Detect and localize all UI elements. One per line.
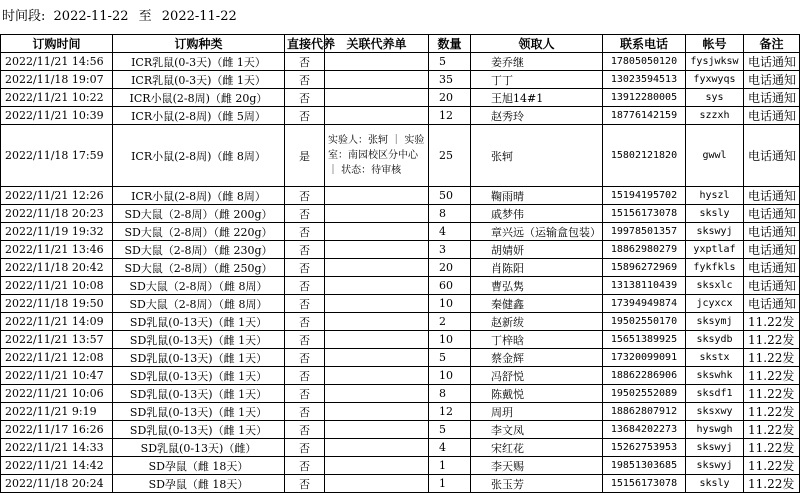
order-time-cell: 2022/11/21 9:19: [1, 403, 113, 421]
note-cell: 电话通知: [744, 241, 800, 259]
receiver-name: 李文凤: [491, 423, 524, 437]
direct-rearing-cell: 否: [285, 403, 325, 421]
order-type-cell: SD乳鼠(0-13天)（雌 1天）: [113, 349, 285, 367]
phone-cell: 18862286906: [603, 367, 686, 385]
receiver-cell: [471, 385, 603, 403]
order-type-cell: SD乳鼠(0-13天)（雌 1天）: [113, 421, 285, 439]
account-cell: hyswgh: [686, 421, 744, 439]
table-row: [1, 259, 800, 277]
order-type-cell: SD乳鼠(0-13天)（雌 1天）: [113, 313, 285, 331]
table-row: [1, 313, 800, 331]
order-time-cell: 2022/11/21 10:06: [1, 385, 113, 403]
table-row: [1, 385, 800, 403]
account-cell: yxptlaf: [686, 241, 744, 259]
table-row: [1, 125, 800, 187]
order-time-cell: 2022/11/21 13:57: [1, 331, 113, 349]
order-type-cell: ICR小鼠(2-8周)（雌 8周）: [113, 187, 285, 205]
order-time-cell: 2022/11/17 16:26: [1, 421, 113, 439]
header-quantity: 数量: [429, 35, 471, 53]
order-type-cell: ICR小鼠(2-8周)（雌 5周）: [113, 107, 285, 125]
table-row: [1, 439, 800, 457]
receiver-cell: [471, 439, 603, 457]
phone-cell: 19978501357: [603, 223, 686, 241]
related-order-cell: [325, 457, 429, 475]
related-order-cell: [325, 53, 429, 71]
quantity-cell: 10: [429, 367, 471, 385]
time-range-label: 时间段:: [2, 9, 46, 24]
quantity-cell: 1: [429, 475, 471, 493]
table-row: [1, 421, 800, 439]
order-time-cell: 2022/11/21 10:39: [1, 107, 113, 125]
related-order-cell: [325, 367, 429, 385]
note-cell: 11.22发: [744, 421, 800, 439]
header-phone: 联系电话: [603, 35, 686, 53]
quantity-cell: 1: [429, 457, 471, 475]
receiver-cell: [471, 205, 603, 223]
time-range-separator: 至: [138, 9, 152, 24]
order-time-cell: 2022/11/21 14:42: [1, 457, 113, 475]
order-type-cell: SD大鼠（2-8周）（雌 250g）: [113, 259, 285, 277]
note-cell: 11.22发: [744, 349, 800, 367]
note-cell: 11.22发: [744, 457, 800, 475]
phone-cell: 13138110439: [603, 277, 686, 295]
phone-cell: 19502550170: [603, 313, 686, 331]
direct-rearing-cell: 否: [285, 421, 325, 439]
phone-cell: 15156173078: [603, 205, 686, 223]
quantity-cell: 50: [429, 187, 471, 205]
note-cell: 电话通知: [744, 89, 800, 107]
related-order-cell: [325, 89, 429, 107]
receiver-name: 丁丁: [491, 73, 513, 87]
direct-rearing-cell: 是: [285, 125, 325, 187]
quantity-cell: 12: [429, 403, 471, 421]
quantity-cell: 20: [429, 89, 471, 107]
direct-rearing-cell: 否: [285, 205, 325, 223]
order-type-cell: SD孕鼠（雌 18天）: [113, 457, 285, 475]
header-receiver: 领取人: [471, 35, 603, 53]
direct-rearing-cell: 否: [285, 89, 325, 107]
table-row: [1, 277, 800, 295]
direct-rearing-cell: 否: [285, 313, 325, 331]
table-row: [1, 475, 800, 493]
receiver-name: 冯舒悦: [491, 369, 524, 383]
related-order-cell: [325, 313, 429, 331]
quantity-cell: 4: [429, 439, 471, 457]
account-cell: sksly: [686, 205, 744, 223]
receiver-name: 章兴远（运输盒包装）: [491, 225, 601, 239]
receiver-cell: [471, 403, 603, 421]
order-time-cell: 2022/11/21 13:46: [1, 241, 113, 259]
header-direct-rearing: 直接代养: [285, 35, 325, 53]
order-time-cell: 2022/11/21 10:47: [1, 367, 113, 385]
receiver-name: 秦健鑫: [491, 297, 524, 311]
related-order-cell: [325, 277, 429, 295]
order-time-cell: 2022/11/18 20:42: [1, 259, 113, 277]
related-order-cell: [325, 439, 429, 457]
account-cell: gwwl: [686, 125, 744, 187]
receiver-name: 陈戴悦: [491, 387, 524, 401]
order-type-cell: SD大鼠（2-8周）（雌 230g）: [113, 241, 285, 259]
table-row: [1, 241, 800, 259]
receiver-name: 宋红花: [491, 441, 524, 455]
receiver-cell: [471, 107, 603, 125]
phone-cell: 13023594513: [603, 71, 686, 89]
quantity-cell: 3: [429, 241, 471, 259]
direct-rearing-cell: 否: [285, 367, 325, 385]
order-type-cell: ICR乳鼠(0-3天)（雌 1天）: [113, 71, 285, 89]
account-cell: sys: [686, 89, 744, 107]
note-cell: 11.22发: [744, 331, 800, 349]
order-type-cell: SD乳鼠(0-13天)（雌 1天）: [113, 367, 285, 385]
receiver-cell: [471, 241, 603, 259]
direct-rearing-cell: 否: [285, 457, 325, 475]
order-time-cell: 2022/11/21 14:56: [1, 53, 113, 71]
phone-cell: 19502552089: [603, 385, 686, 403]
direct-rearing-cell: 否: [285, 295, 325, 313]
related-order-cell: [325, 187, 429, 205]
note-cell: 电话通知: [744, 295, 800, 313]
direct-rearing-cell: 否: [285, 241, 325, 259]
phone-cell: 19851303685: [603, 457, 686, 475]
receiver-cell: [471, 125, 603, 187]
table-row: [1, 403, 800, 421]
order-time-cell: 2022/11/18 20:24: [1, 475, 113, 493]
related-order-cell: [325, 349, 429, 367]
time-range-end: 2022-11-22: [161, 9, 237, 24]
phone-cell: 18776142159: [603, 107, 686, 125]
account-cell: skswyj: [686, 439, 744, 457]
related-order-cell: [325, 259, 429, 277]
table-row: [1, 457, 800, 475]
receiver-name: 李天赐: [491, 459, 524, 473]
direct-rearing-cell: 否: [285, 259, 325, 277]
table-row: [1, 349, 800, 367]
note-cell: 电话通知: [744, 125, 800, 187]
direct-rearing-cell: 否: [285, 187, 325, 205]
order-type-cell: SD乳鼠(0-13天)（雌 1天）: [113, 331, 285, 349]
quantity-cell: 25: [429, 125, 471, 187]
related-order-cell: 实验人：张轲 ｜ 实验室：南园校区分中心 ｜ 状态：待审核: [325, 125, 429, 187]
account-cell: jcyxcx: [686, 295, 744, 313]
receiver-cell: [471, 53, 603, 71]
quantity-cell: 5: [429, 421, 471, 439]
quantity-cell: 2: [429, 313, 471, 331]
table-row: [1, 295, 800, 313]
order-table: [0, 34, 800, 493]
quantity-cell: 8: [429, 385, 471, 403]
table-row: [1, 187, 800, 205]
order-type-cell: SD孕鼠（雌 18天）: [113, 475, 285, 493]
receiver-cell: [471, 349, 603, 367]
table-header-row: [1, 35, 800, 53]
order-type-cell: SD乳鼠(0-13天)（雌 1天）: [113, 385, 285, 403]
time-range-bar: [0, 0, 799, 34]
account-cell: fysjwksw: [686, 53, 744, 71]
direct-rearing-cell: 否: [285, 331, 325, 349]
order-type-cell: ICR小鼠(2-8周)（雌 20g）: [113, 89, 285, 107]
receiver-name: 肖陈阳: [491, 261, 524, 275]
phone-cell: 17805050120: [603, 53, 686, 71]
quantity-cell: 5: [429, 53, 471, 71]
account-cell: sksdf1: [686, 385, 744, 403]
direct-rearing-cell: 否: [285, 439, 325, 457]
table-row: [1, 331, 800, 349]
order-time-cell: 2022/11/21 12:26: [1, 187, 113, 205]
receiver-name: 鞠雨晴: [491, 189, 524, 203]
direct-rearing-cell: 否: [285, 475, 325, 493]
account-cell: skstx: [686, 349, 744, 367]
phone-cell: 15262753953: [603, 439, 686, 457]
phone-cell: 13684202273: [603, 421, 686, 439]
phone-cell: 15651389925: [603, 331, 686, 349]
quantity-cell: 10: [429, 295, 471, 313]
receiver-name: 曹弘隽: [491, 279, 524, 293]
phone-cell: 18862980279: [603, 241, 686, 259]
time-range-start: 2022-11-22: [53, 9, 129, 24]
header-related-order: 关联代养单: [325, 35, 429, 53]
related-order-cell: [325, 223, 429, 241]
phone-cell: 17394949874: [603, 295, 686, 313]
related-order-cell: [325, 385, 429, 403]
account-cell: sksymj: [686, 313, 744, 331]
quantity-cell: 5: [429, 349, 471, 367]
account-cell: sksydb: [686, 331, 744, 349]
receiver-cell: [471, 89, 603, 107]
direct-rearing-cell: 否: [285, 107, 325, 125]
account-cell: sksxwy: [686, 403, 744, 421]
related-order-cell: [325, 295, 429, 313]
receiver-cell: [471, 71, 603, 89]
note-cell: 电话通知: [744, 205, 800, 223]
order-time-cell: 2022/11/21 12:08: [1, 349, 113, 367]
related-order-cell: [325, 205, 429, 223]
order-type-cell: SD乳鼠(0-13天)（雌）: [113, 439, 285, 457]
account-cell: skswyj: [686, 223, 744, 241]
table-row: [1, 107, 800, 125]
direct-rearing-cell: 否: [285, 277, 325, 295]
note-cell: 11.22发: [744, 313, 800, 331]
account-cell: skswyj: [686, 457, 744, 475]
related-order-cell: [325, 421, 429, 439]
note-cell: 11.22发: [744, 439, 800, 457]
receiver-cell: [471, 259, 603, 277]
note-cell: 电话通知: [744, 71, 800, 89]
account-cell: szzxh: [686, 107, 744, 125]
header-note: 备注: [744, 35, 800, 53]
receiver-name: 王旭14#1: [491, 91, 544, 105]
direct-rearing-cell: 否: [285, 223, 325, 241]
note-cell: 11.22发: [744, 385, 800, 403]
phone-cell: 18862807912: [603, 403, 686, 421]
direct-rearing-cell: 否: [285, 385, 325, 403]
note-cell: 电话通知: [744, 259, 800, 277]
table-row: [1, 53, 800, 71]
receiver-name: 蔡金辉: [491, 351, 524, 365]
header-order-type: 订购种类: [113, 35, 285, 53]
receiver-cell: [471, 421, 603, 439]
direct-rearing-cell: 否: [285, 71, 325, 89]
account-cell: hyszl: [686, 187, 744, 205]
receiver-name: 张玉芳: [491, 477, 524, 491]
order-type-cell: ICR乳鼠(0-3天)（雌 1天）: [113, 53, 285, 71]
receiver-cell: [471, 331, 603, 349]
receiver-name: 周玥: [491, 405, 513, 419]
order-time-cell: 2022/11/21 14:09: [1, 313, 113, 331]
receiver-cell: [471, 277, 603, 295]
order-type-cell: SD大鼠（2-8周）（雌 200g）: [113, 205, 285, 223]
account-cell: sksly: [686, 475, 744, 493]
receiver-cell: [471, 475, 603, 493]
note-cell: 11.22发: [744, 475, 800, 493]
receiver-cell: [471, 457, 603, 475]
receiver-name: 戚梦伟: [491, 207, 524, 221]
receiver-name: 胡婧妍: [491, 243, 524, 257]
table-row: [1, 223, 800, 241]
related-order-cell: [325, 403, 429, 421]
order-type-cell: ICR小鼠(2-8周)（雌 8周）: [113, 125, 285, 187]
receiver-name: 姜乔继: [491, 55, 524, 69]
account-cell: skswhk: [686, 367, 744, 385]
quantity-cell: 12: [429, 107, 471, 125]
quantity-cell: 35: [429, 71, 471, 89]
quantity-cell: 60: [429, 277, 471, 295]
phone-cell: 13912280005: [603, 89, 686, 107]
note-cell: 电话通知: [744, 187, 800, 205]
table-row: [1, 71, 800, 89]
related-order-cell: [325, 331, 429, 349]
order-type-cell: SD乳鼠(0-13天)（雌 1天）: [113, 403, 285, 421]
header-account: 帐号: [686, 35, 744, 53]
related-order-cell: [325, 107, 429, 125]
related-order-cell: [325, 71, 429, 89]
related-order-cell: [325, 241, 429, 259]
order-time-cell: 2022/11/21 10:22: [1, 89, 113, 107]
note-cell: 电话通知: [744, 53, 800, 71]
phone-cell: 17320099091: [603, 349, 686, 367]
table-row: [1, 205, 800, 223]
direct-rearing-cell: 否: [285, 349, 325, 367]
order-time-cell: 2022/11/18 19:07: [1, 71, 113, 89]
direct-rearing-cell: 否: [285, 53, 325, 71]
receiver-cell: [471, 295, 603, 313]
order-time-cell: 2022/11/21 10:08: [1, 277, 113, 295]
phone-cell: 15802121820: [603, 125, 686, 187]
related-order-cell: [325, 475, 429, 493]
account-cell: fyxwyqs: [686, 71, 744, 89]
order-time-cell: 2022/11/18 20:23: [1, 205, 113, 223]
order-type-cell: SD大鼠（2-8周）（雌 8周）: [113, 277, 285, 295]
note-cell: 11.22发: [744, 367, 800, 385]
receiver-name: 张轲: [491, 149, 513, 163]
order-time-cell: 2022/11/18 17:59: [1, 125, 113, 187]
receiver-name: 赵新绂: [491, 315, 524, 329]
receiver-cell: [471, 367, 603, 385]
header-order-time: 订购时间: [1, 35, 113, 53]
phone-cell: 15194195702: [603, 187, 686, 205]
account-cell: fykfkls: [686, 259, 744, 277]
quantity-cell: 20: [429, 259, 471, 277]
table-row: [1, 89, 800, 107]
quantity-cell: 10: [429, 331, 471, 349]
order-time-cell: 2022/11/19 19:32: [1, 223, 113, 241]
receiver-name: 丁梓晗: [491, 333, 524, 347]
quantity-cell: 8: [429, 205, 471, 223]
quantity-cell: 4: [429, 223, 471, 241]
account-cell: sksxlc: [686, 277, 744, 295]
table-row: [1, 367, 800, 385]
receiver-cell: [471, 313, 603, 331]
note-cell: 11.22发: [744, 403, 800, 421]
receiver-cell: [471, 187, 603, 205]
order-type-cell: SD大鼠（2-8周）（雌 8周）: [113, 295, 285, 313]
order-time-cell: 2022/11/21 14:33: [1, 439, 113, 457]
phone-cell: 15896272969: [603, 259, 686, 277]
receiver-name: 赵秀玲: [491, 109, 524, 123]
note-cell: 电话通知: [744, 107, 800, 125]
order-time-cell: 2022/11/18 19:50: [1, 295, 113, 313]
note-cell: 电话通知: [744, 223, 800, 241]
note-cell: 电话通知: [744, 277, 800, 295]
phone-cell: 15156173078: [603, 475, 686, 493]
receiver-cell: [471, 223, 603, 241]
order-type-cell: SD大鼠（2-8周）（雌 220g）: [113, 223, 285, 241]
